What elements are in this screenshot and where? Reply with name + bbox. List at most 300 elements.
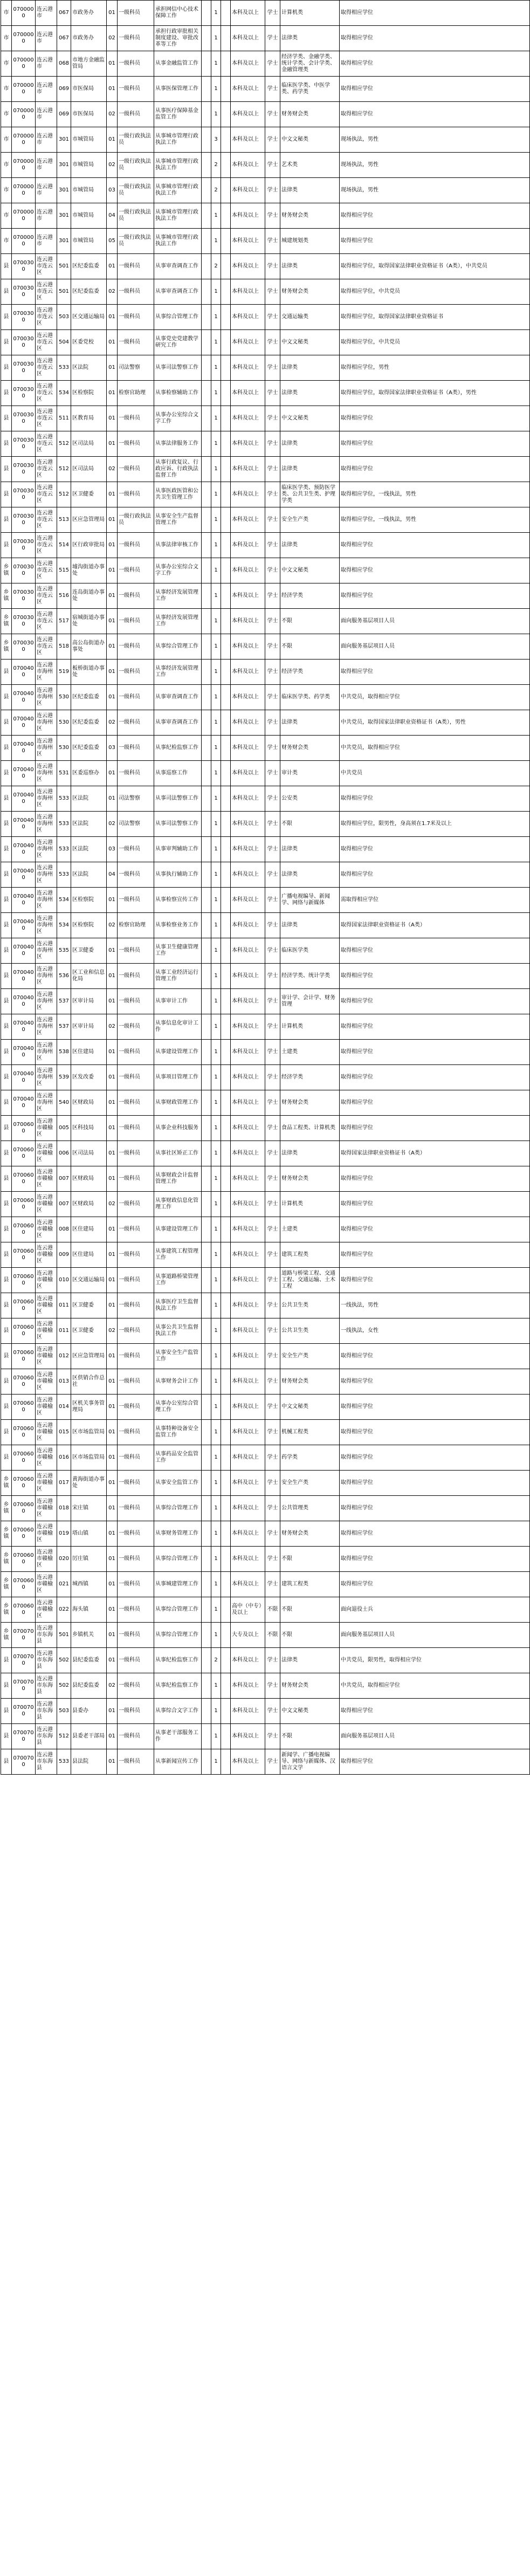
job-description-cell: 承担行政审批相关制度建设、审批改革等工作 (154, 26, 202, 51)
degree-cell: 学士 (265, 1547, 280, 1572)
requirement-cell: 现场执法，男性 (340, 153, 530, 178)
requirement-cell: 中共党员 (340, 761, 530, 786)
hire-count-cell: 1 (211, 837, 221, 862)
level-cell: 县 (1, 1217, 12, 1242)
unit-cell: 连云港市海州区 (36, 812, 57, 837)
ratio-cell (221, 736, 231, 761)
department-cell: 市政务办 (71, 26, 107, 51)
exam-type-cell (202, 254, 211, 279)
position-code-cell: 02 (107, 26, 118, 51)
degree-cell: 学士 (265, 736, 280, 761)
region-code-cell: 0700600 (12, 1369, 36, 1395)
degree-cell: 学士 (265, 660, 280, 685)
table-row (1, 127, 530, 153)
hire-count-cell: 1 (211, 1521, 221, 1547)
table-row (1, 1420, 530, 1445)
degree-cell: 学士 (265, 812, 280, 837)
degree-cell: 学士 (265, 254, 280, 279)
ratio-cell (221, 964, 231, 989)
unit-code-cell: 530 (57, 685, 71, 710)
education-cell: 本科及以上 (231, 203, 265, 229)
table-row (1, 1521, 530, 1547)
unit-code-cell: 021 (57, 1572, 71, 1597)
degree-cell: 学士 (265, 102, 280, 127)
major-cell: 法律类 (280, 1141, 340, 1166)
requirement-cell: 取得国家法律职业资格证书（A类） (340, 1141, 530, 1166)
exam-type-cell (202, 482, 211, 507)
major-cell: 法律类 (280, 178, 340, 203)
department-cell: 区司法局 (71, 431, 107, 457)
unit-code-cell: 514 (57, 533, 71, 558)
job-description-cell: 从事综合管理工作 (154, 1623, 202, 1648)
region-code-cell: 0700000 (12, 229, 36, 254)
education-cell: 本科及以上 (231, 837, 265, 862)
position-code-cell: 01 (107, 1445, 118, 1471)
major-cell: 计算机类 (280, 1192, 340, 1217)
position-code-cell: 01 (107, 1749, 118, 1775)
region-code-cell: 0700300 (12, 482, 36, 507)
requirement-cell: 取得相应学位 (340, 862, 530, 888)
education-cell: 本科及以上 (231, 1166, 265, 1192)
unit-cell: 连云港市赣榆区 (36, 1192, 57, 1217)
education-cell: 本科及以上 (231, 1420, 265, 1445)
job-description-cell: 从事道路桥梁管理工作 (154, 1268, 202, 1293)
education-cell: 本科及以上 (231, 1471, 265, 1496)
ratio-cell (221, 51, 231, 77)
job-title-cell: 一级科员 (118, 77, 154, 102)
job-title-cell: 一级科员 (118, 609, 154, 634)
ratio-cell (221, 558, 231, 583)
ratio-cell (221, 938, 231, 964)
unit-cell: 连云港市连云区 (36, 533, 57, 558)
education-cell: 本科及以上 (231, 1242, 265, 1268)
department-cell: 市城管局 (71, 203, 107, 229)
job-description-cell: 从事药品安全监管工作 (154, 1445, 202, 1471)
table-row (1, 1749, 530, 1775)
position-code-cell: 01 (107, 1242, 118, 1268)
degree-cell: 不限 (265, 1623, 280, 1648)
job-description-cell: 从事安全生产监管工作 (154, 1344, 202, 1369)
education-cell: 本科及以上 (231, 1395, 265, 1420)
hire-count-cell: 1 (211, 1369, 221, 1395)
major-cell: 公安类 (280, 786, 340, 812)
hire-count-cell: 1 (211, 1242, 221, 1268)
department-cell: 区应急管理局 (71, 1344, 107, 1369)
table-row (1, 558, 530, 583)
department-cell: 区财政局 (71, 1192, 107, 1217)
unit-code-cell: 512 (57, 482, 71, 507)
region-code-cell: 0700600 (12, 1344, 36, 1369)
degree-cell: 学士 (265, 938, 280, 964)
region-code-cell: 0700300 (12, 431, 36, 457)
table-row (1, 609, 530, 634)
job-title-cell: 一级科员 (118, 1572, 154, 1597)
requirement-cell: 取得相应学位 (340, 102, 530, 127)
major-cell: 财务财会类 (280, 1673, 340, 1699)
unit-code-cell: 515 (57, 558, 71, 583)
degree-cell: 学士 (265, 558, 280, 583)
exam-type-cell (202, 1344, 211, 1369)
education-cell: 本科及以上 (231, 482, 265, 507)
job-title-cell: 司法警察 (118, 812, 154, 837)
degree-cell: 学士 (265, 1699, 280, 1724)
job-title-cell: 一级科员 (118, 938, 154, 964)
degree-cell: 学士 (265, 203, 280, 229)
job-description-cell: 从事司法警察工作 (154, 786, 202, 812)
department-cell: 区纪委监委 (71, 710, 107, 736)
degree-cell: 学士 (265, 609, 280, 634)
level-cell: 乡镇 (1, 1496, 12, 1521)
level-cell: 县 (1, 254, 12, 279)
table-row (1, 26, 530, 51)
position-code-cell: 01 (107, 1623, 118, 1648)
job-title-cell: 一级科员 (118, 837, 154, 862)
position-code-cell: 01 (107, 558, 118, 583)
ratio-cell (221, 1648, 231, 1673)
degree-cell: 学士 (265, 127, 280, 153)
level-cell: 县 (1, 812, 12, 837)
job-description-cell: 从事巡察工作 (154, 761, 202, 786)
unit-cell: 连云港市赣榆区 (36, 1471, 57, 1496)
table-row (1, 1116, 530, 1141)
job-title-cell: 一级科员 (118, 634, 154, 660)
requirement-cell: 取得相应学位 (340, 660, 530, 685)
education-cell: 本科及以上 (231, 507, 265, 533)
degree-cell: 学士 (265, 355, 280, 381)
position-code-cell: 01 (107, 1040, 118, 1065)
ratio-cell (221, 1699, 231, 1724)
region-code-cell: 0700400 (12, 812, 36, 837)
exam-type-cell (202, 1065, 211, 1090)
position-code-cell: 03 (107, 736, 118, 761)
hire-count-cell: 1 (211, 102, 221, 127)
table-row (1, 330, 530, 355)
unit-cell: 连云港市赣榆区 (36, 1572, 57, 1597)
position-code-cell: 01 (107, 964, 118, 989)
requirement-cell: 现场执法，男性 (340, 178, 530, 203)
region-code-cell: 0700600 (12, 1496, 36, 1521)
unit-cell: 连云港市海州区 (36, 1090, 57, 1116)
hire-count-cell: 1 (211, 1445, 221, 1471)
ratio-cell (221, 153, 231, 178)
position-code-cell: 01 (107, 1, 118, 26)
requirement-cell: 取得相应学位 (340, 1699, 530, 1724)
education-cell: 本科及以上 (231, 888, 265, 913)
table-row (1, 1673, 530, 1699)
department-cell: 区纪委监委 (71, 736, 107, 761)
requirement-cell: 取得相应学位 (340, 786, 530, 812)
unit-code-cell: 502 (57, 1648, 71, 1673)
level-cell: 乡镇 (1, 1471, 12, 1496)
job-title-cell: 一级科员 (118, 1, 154, 26)
position-code-cell: 01 (107, 51, 118, 77)
hire-count-cell: 1 (211, 229, 221, 254)
degree-cell: 学士 (265, 685, 280, 710)
position-code-cell: 02 (107, 1318, 118, 1344)
requirement-cell: 取得相应学位 (340, 1242, 530, 1268)
education-cell: 本科及以上 (231, 51, 265, 77)
department-cell: 县法院 (71, 1749, 107, 1775)
exam-type-cell (202, 888, 211, 913)
degree-cell: 学士 (265, 1116, 280, 1141)
department-cell: 区卫健委 (71, 1318, 107, 1344)
hire-count-cell: 1 (211, 558, 221, 583)
level-cell: 县 (1, 1242, 12, 1268)
education-cell: 本科及以上 (231, 1749, 265, 1775)
hire-count-cell: 1 (211, 913, 221, 938)
table-row (1, 634, 530, 660)
region-code-cell: 0700000 (12, 153, 36, 178)
education-cell: 本科及以上 (231, 1318, 265, 1344)
requirement-cell: 取得相应学位 (340, 989, 530, 1014)
unit-code-cell: 519 (57, 660, 71, 685)
ratio-cell (221, 203, 231, 229)
major-cell: 中文文秘类 (280, 558, 340, 583)
department-cell: 县委老干部局 (71, 1724, 107, 1749)
education-cell: 本科及以上 (231, 609, 265, 634)
unit-cell: 连云港市 (36, 1, 57, 26)
ratio-cell (221, 1242, 231, 1268)
job-description-cell: 从事检察辅助工作 (154, 381, 202, 406)
requirement-cell: 取得国家法律职业资格证书（A类） (340, 913, 530, 938)
region-code-cell: 0700700 (12, 1724, 36, 1749)
job-title-cell: 一级科员 (118, 736, 154, 761)
requirement-cell: 取得相应学位 (340, 1116, 530, 1141)
department-cell: 区司法局 (71, 1141, 107, 1166)
unit-cell: 连云港市海州区 (36, 862, 57, 888)
ratio-cell (221, 1572, 231, 1597)
education-cell: 本科及以上 (231, 1344, 265, 1369)
major-cell: 药学类 (280, 1445, 340, 1471)
requirement-cell: 取得相应学位 (340, 1065, 530, 1090)
education-cell: 本科及以上 (231, 1293, 265, 1318)
major-cell: 法律类 (280, 710, 340, 736)
major-cell: 临床医学类、中医学类、药学类 (280, 77, 340, 102)
job-title-cell: 一级科员 (118, 1395, 154, 1420)
unit-cell: 连云港市海州区 (36, 660, 57, 685)
hire-count-cell: 1 (211, 1471, 221, 1496)
degree-cell: 学士 (265, 1166, 280, 1192)
unit-code-cell: 067 (57, 26, 71, 51)
ratio-cell (221, 533, 231, 558)
region-code-cell: 0700600 (12, 1318, 36, 1344)
department-cell: 区委党校 (71, 330, 107, 355)
hire-count-cell: 1 (211, 203, 221, 229)
job-description-cell: 从事司法警察工作 (154, 355, 202, 381)
department-cell: 市政务办 (71, 1, 107, 26)
unit-cell: 连云港市连云区 (36, 254, 57, 279)
degree-cell: 学士 (265, 964, 280, 989)
unit-cell: 连云港市东海县 (36, 1673, 57, 1699)
ratio-cell (221, 305, 231, 330)
unit-code-cell: 539 (57, 1065, 71, 1090)
hire-count-cell: 1 (211, 1090, 221, 1116)
table-row (1, 1547, 530, 1572)
ratio-cell (221, 1141, 231, 1166)
degree-cell: 学士 (265, 1065, 280, 1090)
education-cell: 高中（中专）及以上 (231, 1597, 265, 1623)
requirement-cell: 取得相应学位 (340, 26, 530, 51)
requirement-cell: 取得相应学位 (340, 1268, 530, 1293)
unit-code-cell: 017 (57, 1471, 71, 1496)
unit-code-cell: 068 (57, 51, 71, 77)
table-row (1, 457, 530, 482)
position-code-cell: 02 (107, 279, 118, 305)
exam-type-cell (202, 1699, 211, 1724)
job-title-cell: 一级科员 (118, 1496, 154, 1521)
major-cell: 财务财会类 (280, 203, 340, 229)
major-cell: 道路与桥梁工程、交通工程、交通运输、土木工程 (280, 1268, 340, 1293)
major-cell: 法律类 (280, 355, 340, 381)
major-cell: 新闻学、广播电视编导、网络与新媒体、汉语言文学 (280, 1749, 340, 1775)
exam-type-cell (202, 583, 211, 609)
exam-type-cell (202, 812, 211, 837)
hire-count-cell: 1 (211, 583, 221, 609)
degree-cell: 学士 (265, 1217, 280, 1242)
education-cell: 本科及以上 (231, 1572, 265, 1597)
education-cell: 本科及以上 (231, 1673, 265, 1699)
education-cell: 本科及以上 (231, 660, 265, 685)
table-row (1, 305, 530, 330)
exam-type-cell (202, 913, 211, 938)
table-row (1, 1344, 530, 1369)
table-row (1, 1496, 530, 1521)
requirement-cell: 面向退役士兵 (340, 1597, 530, 1623)
department-cell: 区卫健委 (71, 938, 107, 964)
position-code-cell: 01 (107, 1420, 118, 1445)
level-cell: 县 (1, 1724, 12, 1749)
exam-type-cell (202, 457, 211, 482)
table-row (1, 1597, 530, 1623)
position-code-cell: 01 (107, 1597, 118, 1623)
requirement-cell: 取得相应学位 (340, 837, 530, 862)
position-code-cell: 02 (107, 153, 118, 178)
position-code-cell: 02 (107, 710, 118, 736)
region-code-cell: 0700300 (12, 305, 36, 330)
major-cell: 中文文秘类 (280, 406, 340, 431)
unit-cell: 连云港市赣榆区 (36, 1242, 57, 1268)
unit-cell: 连云港市海州区 (36, 913, 57, 938)
unit-cell: 连云港市连云区 (36, 330, 57, 355)
department-cell: 区科技局 (71, 1116, 107, 1141)
job-description-cell: 从事城市管理行政执法工作 (154, 229, 202, 254)
ratio-cell (221, 1268, 231, 1293)
major-cell: 财务财会类 (280, 279, 340, 305)
job-description-cell: 从事检察宣传工作 (154, 888, 202, 913)
unit-code-cell: 501 (57, 1623, 71, 1648)
region-code-cell: 0700600 (12, 1471, 36, 1496)
position-code-cell: 01 (107, 507, 118, 533)
position-code-cell: 01 (107, 305, 118, 330)
exam-type-cell (202, 1141, 211, 1166)
unit-cell: 连云港市赣榆区 (36, 1597, 57, 1623)
requirement-cell: 取得相应学位 (340, 1369, 530, 1395)
ratio-cell (221, 1420, 231, 1445)
exam-type-cell (202, 305, 211, 330)
table-row (1, 1040, 530, 1065)
region-code-cell: 0700400 (12, 913, 36, 938)
region-code-cell: 0700300 (12, 634, 36, 660)
table-row (1, 660, 530, 685)
unit-code-cell: 534 (57, 913, 71, 938)
level-cell: 乡镇 (1, 558, 12, 583)
major-cell: 交通运输类 (280, 305, 340, 330)
hire-count-cell: 1 (211, 761, 221, 786)
level-cell: 县 (1, 685, 12, 710)
degree-cell: 学士 (265, 533, 280, 558)
unit-code-cell: 009 (57, 1242, 71, 1268)
requirement-cell: 取得相应学位 (340, 1217, 530, 1242)
department-cell: 市城管局 (71, 153, 107, 178)
table-row (1, 1217, 530, 1242)
table-row (1, 102, 530, 127)
department-cell: 区市场监管局 (71, 1445, 107, 1471)
major-cell: 食品工程类、计算机类 (280, 1116, 340, 1141)
job-description-cell: 从事项目管理工作 (154, 1065, 202, 1090)
hire-count-cell: 1 (211, 1623, 221, 1648)
unit-cell: 连云港市东海县 (36, 1724, 57, 1749)
department-cell: 连岛街道办事处 (71, 583, 107, 609)
hire-count-cell: 1 (211, 1420, 221, 1445)
major-cell: 财务财会类 (280, 102, 340, 127)
degree-cell: 学士 (265, 761, 280, 786)
job-title-cell: 一级科员 (118, 1445, 154, 1471)
degree-cell: 学士 (265, 634, 280, 660)
requirement-cell: 取得相应学位 (340, 964, 530, 989)
ratio-cell (221, 1040, 231, 1065)
exam-type-cell (202, 1369, 211, 1395)
unit-cell: 连云港市连云区 (36, 355, 57, 381)
requirement-cell: 取得相应学位 (340, 1166, 530, 1192)
hire-count-cell: 1 (211, 1065, 221, 1090)
unit-code-cell: 537 (57, 1014, 71, 1040)
hire-count-cell: 1 (211, 1572, 221, 1597)
department-cell: 区卫健委 (71, 1293, 107, 1318)
table-row (1, 153, 530, 178)
job-description-cell: 从事综合管理工作 (154, 634, 202, 660)
degree-cell: 学士 (265, 1318, 280, 1344)
education-cell: 本科及以上 (231, 1217, 265, 1242)
job-description-cell: 从事建筑工程管理工作 (154, 1242, 202, 1268)
degree-cell: 学士 (265, 1471, 280, 1496)
major-cell: 土建类 (280, 1217, 340, 1242)
hire-count-cell: 1 (211, 1141, 221, 1166)
level-cell: 市 (1, 77, 12, 102)
level-cell: 县 (1, 1344, 12, 1369)
exam-type-cell (202, 279, 211, 305)
hire-count-cell: 1 (211, 862, 221, 888)
level-cell: 县 (1, 1369, 12, 1395)
exam-type-cell (202, 229, 211, 254)
hire-count-cell: 1 (211, 634, 221, 660)
degree-cell: 学士 (265, 279, 280, 305)
degree-cell: 学士 (265, 77, 280, 102)
job-description-cell: 从事卫生健康管理工作 (154, 938, 202, 964)
education-cell: 本科及以上 (231, 964, 265, 989)
job-title-cell: 一级科员 (118, 1192, 154, 1217)
job-title-cell: 检察官助理 (118, 381, 154, 406)
level-cell: 县 (1, 482, 12, 507)
department-cell: 市城管局 (71, 229, 107, 254)
unit-cell: 连云港市 (36, 178, 57, 203)
position-code-cell: 01 (107, 431, 118, 457)
department-cell: 塔山镇 (71, 1521, 107, 1547)
table-row (1, 938, 530, 964)
ratio-cell (221, 1, 231, 26)
degree-cell: 学士 (265, 1572, 280, 1597)
table-row (1, 482, 530, 507)
job-title-cell: 一级科员 (118, 1623, 154, 1648)
